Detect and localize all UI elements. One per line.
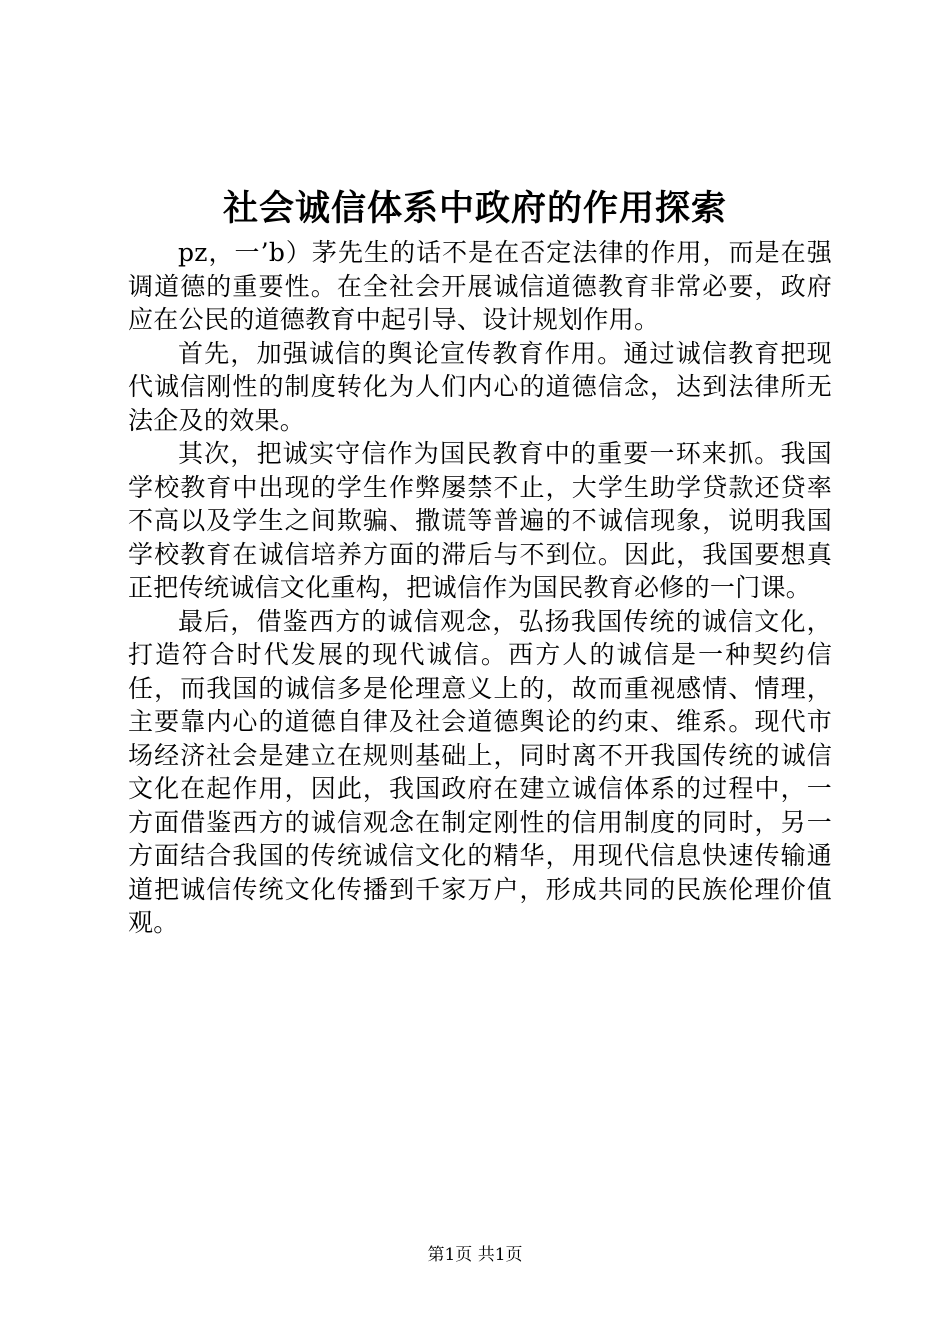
document-body <box>128 236 832 940</box>
document-title: 社会诚信体系中政府的作用探索 <box>222 188 727 229</box>
paragraph-3: 其次，把诚实守信作为国民教育中的重要一环来抓。我国学校教育中出现的学生作弊屡禁不止，大学生助学贷款还贷率不高以及学生之间欺骗、撒谎等普遍的不诚信现象，说明我国学校教育在诚信培养方面的滞后与不到位。因此，我国要想真正把传统诚信文化重构，把诚信作为国民教育必修的一门课。 <box>128 439 832 602</box>
page-footer: 第1页 共1页 <box>427 1245 523 1265</box>
paragraph-1: pz，一’b）茅先生的话不是在否定法律的作用，而是在强调道德的重要性。在全社会开展诚信道德教育非常必要，政府应在公民的道德教育中起引导、设计规划作用。 <box>128 238 832 334</box>
paragraph-2: 首先，加强诚信的舆论宣传教育作用。通过诚信教育把现代诚信刚性的制度转化为人们内心的道德信念，达到法律所无法企及的效果。 <box>128 338 832 435</box>
paragraph-4: 最后，借鉴西方的诚信观念，弘扬我国传统的诚信文化，打造符合时代发展的现代诚信。西方人的诚信是一种契约信任，而我国的诚信多是伦理意义上的，故而重视感情、情理，主要靠内心的道德自律及社会道德舆论的约束、维系。现代市场经济社会是建立在规则基础上，同时离不开我国传统的诚信文化在起作用，因此，我国政府在建立诚信体系的过程中，一方面借鉴西方的诚信观念在制定刚性的信用制度的同时，另一方面结合我国的传统诚信文化的精华，用现代信息快速传输通道把诚信传统文化传播到千家万户，形成共同的民族伦理价值观。 <box>128 606 832 937</box>
